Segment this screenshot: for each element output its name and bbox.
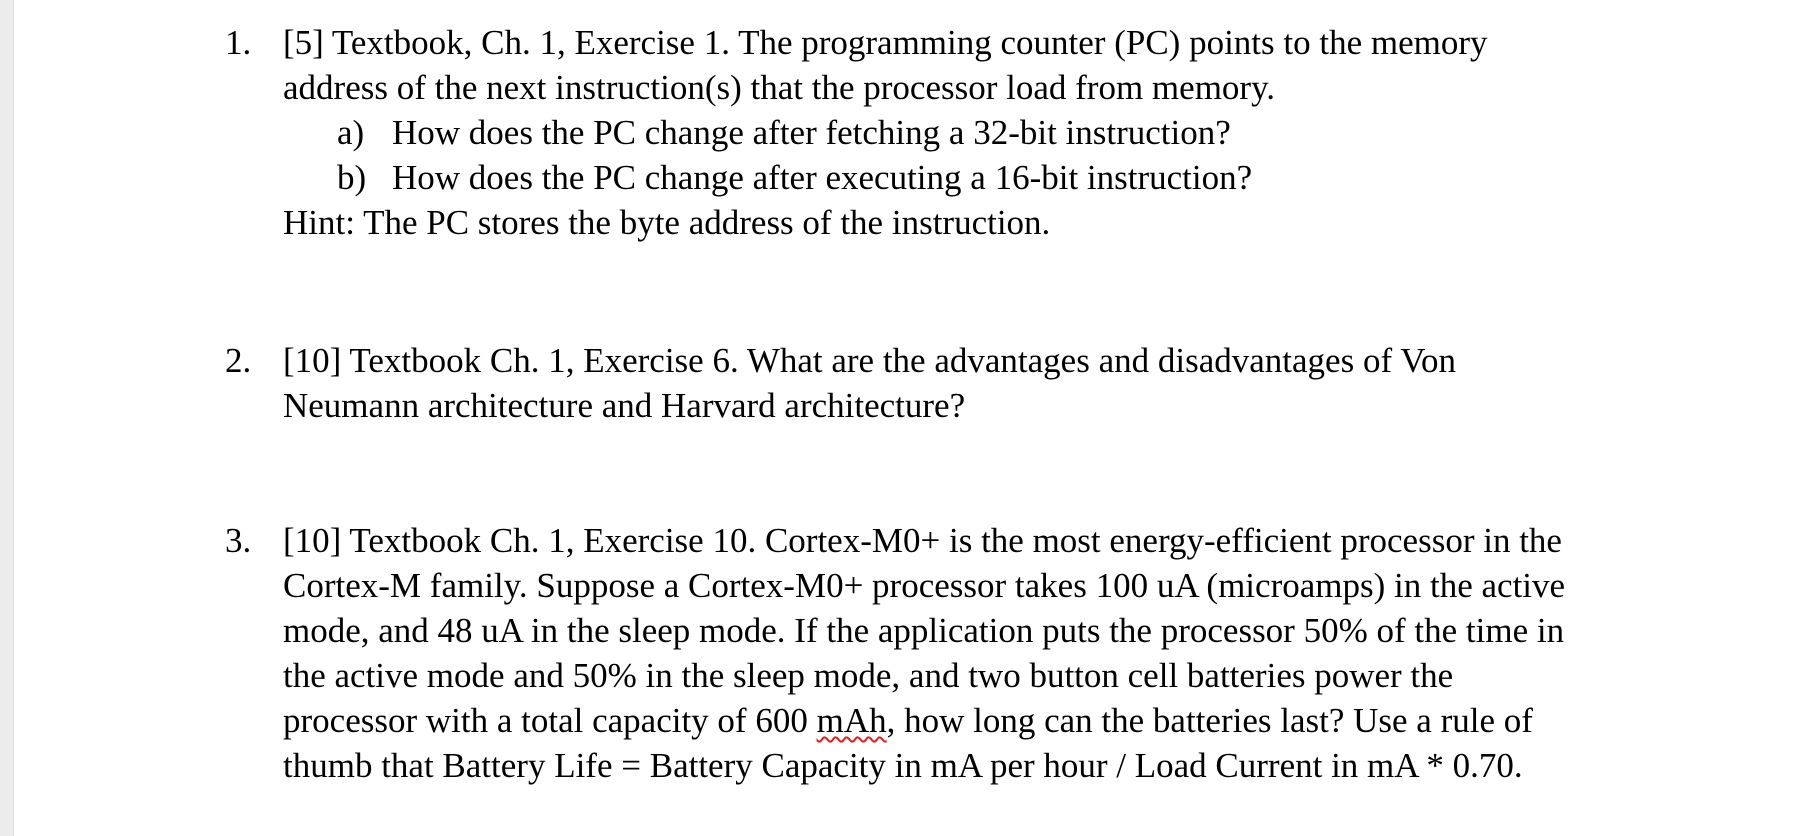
q3-line-2: Cortex-M family. Suppose a Cortex-M0+ processor takes 100 uA (microamps) in the active [283, 566, 1566, 605]
q3-number: 3. [225, 521, 252, 560]
q3-line-1: [10] Textbook Ch. 1, Exercise 10. Cortex-M0+ is the most energy-efficient processor in the [283, 521, 1562, 560]
q3-line-3: mode, and 48 uA in the sleep mode. If the application puts the processor 50% of the time in [283, 611, 1565, 650]
q1-b-text: How does the PC change after executing a 16-bit instruction? [392, 158, 1253, 197]
q1-hint: Hint: The PC stores the byte address of the instruction. [283, 203, 1051, 242]
q1-a-text: How does the PC change after fetching a 32-bit instruction? [392, 113, 1231, 152]
q3-line-6: thumb that Battery Life = Battery Capacity in mA per hour / Load Current in mA * 0.70. [283, 746, 1523, 785]
q1-b-label: b) [337, 158, 367, 197]
q3-line-4: the active mode and 50% in the sleep mode, and two button cell batteries power the [283, 656, 1454, 695]
spellcheck-word-mah[interactable]: mAh [816, 701, 887, 740]
q1-line-2: address of the next instruction(s) that the processor load from memory. [283, 68, 1276, 107]
q3-line-5 [283, 698, 1533, 743]
q2-number: 2. [225, 341, 252, 380]
q3-line-5-end: , how long can the batteries last? Use a rule of [886, 701, 1533, 740]
q2-line-2: Neumann architecture and Harvard architecture? [283, 386, 966, 425]
q1-number: 1. [225, 23, 252, 62]
q1-a-label: a) [337, 113, 365, 152]
q3-line-5-start: processor with a total capacity of 600 [283, 701, 817, 740]
q1-line-1: [5] Textbook, Ch. 1, Exercise 1. The programming counter (PC) points to the memory [283, 23, 1488, 62]
q2-line-1: [10] Textbook Ch. 1, Exercise 6. What are the advantages and disadvantages of Von [283, 341, 1456, 380]
